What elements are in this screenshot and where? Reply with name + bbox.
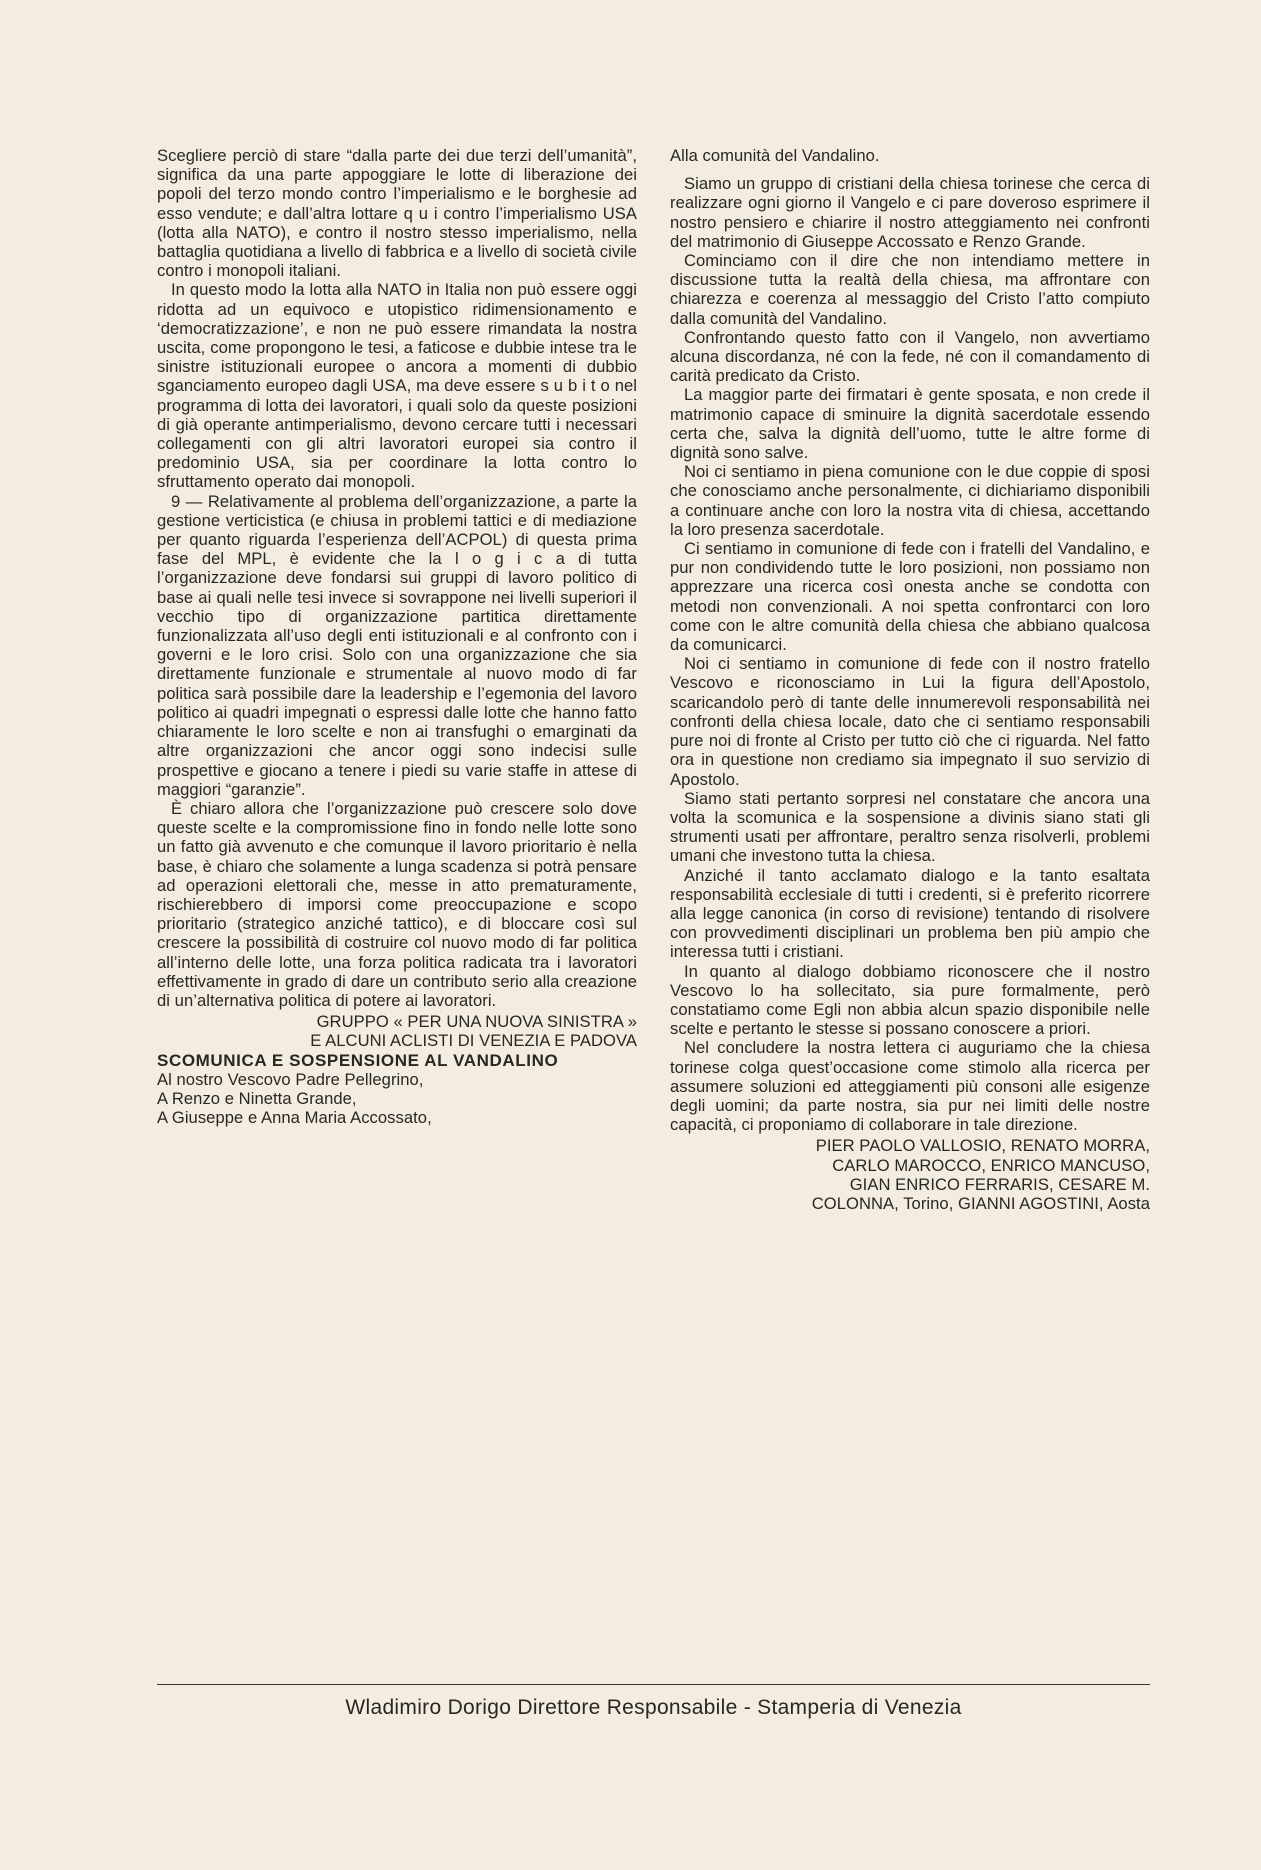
paragraph: Siamo stati pertanto sorpresi nel constatare che ancora una volta la scomunica e la sospensione a divinis siano stati gli strumenti usati per affrontare, peraltro senza risolverli, problemi umani che investono tutta la chiesa. — [670, 788, 1150, 866]
paragraph: Cominciamo con il dire che non intendiamo mettere in discussione tutta la realtà della chiesa, ma affrontare con chiarezza e coerenza al messaggio del Cristo l’atto compiuto dalla comunità del Vandalino. — [670, 251, 1150, 328]
addressee-line: Al nostro Vescovo Padre Pellegrino, — [157, 1069, 424, 1089]
paragraph: Anziché il tanto acclamato dialogo e la tanto esaltata responsabilità ecclesiale di tutti i credenti, si è preferito ricorrere alla legge canonica (in corso di revisione) tentando di risolvere con provvedimenti disciplinari un problema ben più ampio che interessa tutti i cristiani. — [670, 865, 1150, 962]
addressee-line: A Renzo e Ninetta Grande, — [157, 1088, 357, 1108]
paragraph: In quanto al dialogo dobbiamo riconoscere che il nostro Vescovo lo ha sollecitato, sia pure formalmente, però constatiamo come Egli non abbia alcun spazio disponibile nelle scelte e pertanto le stesse si possano conoscere a priori. — [670, 961, 1150, 1039]
signature-line: COLONNA, Torino, GIANNI AGOSTINI, Aosta — [811, 1193, 1150, 1213]
signature-line: GRUPPO « PER UNA NUOVA SINISTRA » — [316, 1012, 637, 1032]
paragraph: È chiaro allora che l’organizzazione può crescere solo dove queste scelte e la compromissione fino in fondo nelle lotte sono un fatto già avvenuto e che comunque il lavoro prioritario è nella base, è chiaro che solamente a lunga scadenza si potrà pensare ad operazioni elettorali che, messe in atto prematuramente, rischierebbero di imporsi come preoccupazione e scopo prioritario (strategico anziché tattico), e di bloccare così sul crescere la possibilità di costruire col nuovo modo di far politica all’interno delle lotte, una forza politica radicata tra i lavoratori effettivamente in grado di dare un contributo serio alla creazione di un’alternativa politica di potere ai lavoratori. — [157, 798, 637, 1010]
paragraph: Scegliere perciò di stare “dalla parte dei due terzi dell’umanità”, significa da una parte appoggiare le lotte di liberazione dei popoli del terzo mondo contro l’imperialismo e le borghesie ad esso vendute; e dall’altra lottare q u i contro l’imperialismo USA (lotta alla NATO), e contro il nostro stesso imperialismo, nella battaglia quotidiana a livello di fabbrica e a livello di società civile contro i monopoli italiani. — [157, 146, 637, 281]
paragraph: Noi ci sentiamo in piena comunione con le due coppie di sposi che conosciamo anche personalmente, ci dichiariamo disponibili a continuare anche con loro la nostra vita di chiesa, accettando la loro presenza sacerdotale. — [670, 462, 1150, 539]
paragraph: Ci sentiamo in comunione di fede con i fratelli del Vandalino, e pur non condividendo tutte le loro posizioni, non possiamo non apprezzare una ricerca così onesta anche se condotta con metodi non convenzionali. A noi spetta confrontarci con loro come con le altre comunità della chiesa che abbiano qualcosa da comunicarci. — [670, 539, 1150, 655]
section-heading: SCOMUNICA E SOSPENSIONE AL VANDALINO — [157, 1050, 559, 1070]
paragraph: Siamo un gruppo di cristiani della chiesa torinese che cerca di realizzare ogni giorno il Vangelo e ci pare doveroso esprimere il nostro pensiero e chiarire il nostro atteggiamento nei confronti del matrimonio di Giuseppe Accossato e Renzo Grande. — [670, 174, 1150, 251]
signature-line: E ALCUNI ACLISTI DI VENEZIA E PADOVA — [310, 1031, 637, 1051]
salutation: Alla comunità del Vandalino. — [670, 146, 880, 165]
left-signature — [157, 1012, 637, 1050]
signature-line: CARLO MAROCCO, ENRICO MANCUSO, — [832, 1155, 1150, 1175]
paragraph: 9 — Relativamente al problema dell’organizzazione, a parte la gestione verticistica (e chiusa in problemi tattici e di mediazione per quanto riguarda l’esperienza dell’ACPOL) di questa prima fase del MPL, è evidente che la l o g i c a di tutta l’organizzazione deve fondarsi sui gruppi di lavoro politico di base ai quali nelle tesi invece si sovrappone nei livelli superiori il vecchio tipo di organizzazione partitica direttamente funzionalizzata all’uso degli enti istituzionali e al confronto con i governi e le loro crisi. Solo con una organizzazione che sia direttamente funzionale e strumentale al nuovo modo di far politica sarà possibile dare la leadership e l’egemonia del lavoro politico ai quadri impegnati o espressi dalle lotte che hanno fatto chiaramente le loro scelte e non ai transfughi o emarginati da altre organizzazioni che ancor oggi sono indecisi sulle prospettive e giocano a tenere i piedi su varie staffe in attese di maggiori “garanzie”. — [157, 491, 637, 799]
paragraph: La maggior parte dei firmatari è gente sposata, e non crede il matrimonio capace di sminuire la dignità sacerdotale essendo certa che, salva la dignità dell’uomo, tutte le altre forme di dignità sono salve. — [670, 385, 1150, 463]
signature-line: GIAN ENRICO FERRARIS, CESARE M. — [849, 1174, 1150, 1194]
addressee-line: A Giuseppe e Anna Maria Accossato, — [157, 1108, 432, 1128]
paragraph: Confrontando questo fatto con il Vangelo, non avvertiamo alcuna discordanza, né con la fede, né con il comandamento di carità predicato da Cristo. — [670, 327, 1150, 386]
right-signature — [670, 1136, 1150, 1213]
signature-line: PIER PAOLO VALLOSIO, RENATO MORRA, — [815, 1136, 1150, 1156]
paragraph: Nel concludere la nostra lettera ci auguriamo che la chiesa torinese colga quest’occasione come stimolo alla ricerca per assumere soluzioni ed atteggiamenti più consoni alle esigenze degli uomini; da parte nostra, sia pur nei limiti delle nostre capacità, ci proponiamo di collaborare in tale direzione. — [670, 1038, 1150, 1135]
footer-divider — [157, 1684, 1150, 1685]
paragraph: In questo modo la lotta alla NATO in Italia non può essere oggi ridotta ad un equivoco e utopistico ridimensionamento e ‘democratizzazione’, e non ne può essere rimandata la nostra uscita, come propongono le tesi, a faticose e dubbie intese tra le sinistre istituzionali europee o ancora a momenti di dubbio sganciamento europeo dagli USA, ma deve essere s u b i t o nel programma di lotta dei lavoratori, i quali solo da queste posizioni di già operante antimperialismo, devono cercare tutti i necessari collegamenti con gli altri lavoratori europei sia contro il predominio USA, sia per coordinare la lotta contro lo sfruttamento operato dai monopoli. — [157, 280, 637, 492]
footer-imprint: Wladimiro Dorigo Direttore Responsabile - Stamperia di Venezia — [345, 1696, 962, 1719]
paragraph: Noi ci sentiamo in comunione di fede con il nostro fratello Vescovo e riconosciamo in Lui la figura dell’Apostolo, scaricandolo però di tante delle innumerevoli responsabilità nei confronti della chiesa locale, dato che ci sentiamo responsabili pure noi di fronte al Cristo per tutto ciò che ci riguarda. Nel fatto ora in questione non crediamo sia impegnato il suo servizio di Apostolo. — [670, 654, 1150, 789]
left-column — [157, 146, 637, 1127]
right-column — [670, 146, 1150, 1213]
